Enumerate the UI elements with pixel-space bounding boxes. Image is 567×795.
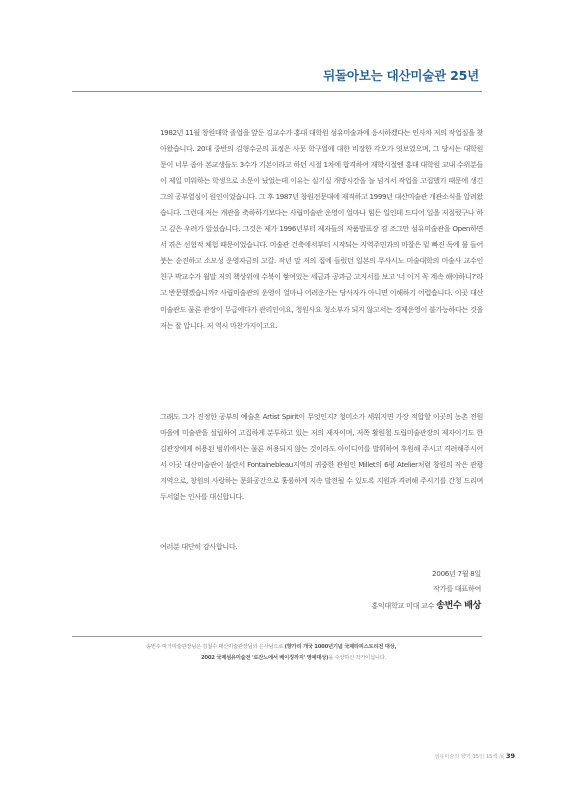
signature-affiliation: 홍익대학교 미대 교수 [371,601,435,610]
footer-title: 섬유미술의 향기 15인 15색 展 [434,754,505,760]
footnote-line2-plain: 을 수상하신 작가이십니다. [328,655,387,661]
paragraph-1: 1982년 11월 창원대학 졸업을 앞둔 김교수가 홍대 대학원 섬유미술과에 응시하겠다는 인사차 저의 작업실을 찾아왔습니다. 20대 중반의 김형수군의 표정은 사뭇 학구열에 대한 비장한 각오가 엿보였으며, 그 당시는 대학원 문이 너무 좁아 본교생들도 3수가 기본이라고 하던 시절 1차에 합격하여 재학시절엔 홍대 대학원 교내 수위분들이 제일 미워하는 학생으로 소문이 났었는데 이유는 실기실 개방시간을 늘 넘겨서 작업을 고집했기 때문에 생긴 그의 공부열심이 원인이었습니다. 그 후 1987년 창원전문대에 재직하고 1999년 대산미술관 개관소식을 알려왔습니다. 그런데 저는 개관을 축하하기보다는 사립미술관 운영이 얼마나 힘든 일인데 드디어 일을 저질렀구나 하고 깊은 우려가 앞섰습니다. 그것은 제가 1996년부터 제자들의 작품발표장 겸 조그만 섬유미술관을 Open하면서 겪은 선험적 체험 때문이었습니다. 미술관 건축에서부터 시작되는 지역주민과의 마찰은 밑 빠진 독에 물 들어 붓는 순진하고 소모성 운영자금의 고갈. 작년 말 저의 집에 들렀던 일본의 무사시노 미술대학의 미술사 교수인 친구 박교수가 월말 저의 책상위에 수북이 쌓여있는 세금과 공과금 고지서를 보고 '너 이거 꼭 계속 해야하니?'라고 반문했겠습니까? 사립미술관의 운영이 얼마나 어려운가는 당사자가 아니면 이해하기 어렵습니다. 이곳 대산미술관도 물론 관장이 무급에다가 관리인이요, 청원사요 청소부가 되지 않고서는 경제운영이 불가능하다는 것을 저는 잘 압니다. 저 역시 마찬가지이고요. [160,128,483,330]
footnote [146,642,486,664]
page-number: 39 [505,752,515,760]
footnote-line2-bold: 2002 국제섬유미술전 '로잔느에서 베이징까지' 영예대상) [201,655,329,661]
footnote-line1-plain: 송번수 마가미술관장님은 김철수 대산미술관장님의 은사님으로 [146,644,285,650]
signature-name: 송번수 배상 [436,601,481,611]
signature-name-line [371,598,481,611]
footnote-divider [72,636,482,637]
page-footer [434,752,515,760]
paragraph-3: 여러분 대단히 감사합니다. [160,542,238,551]
signature-role: 작가를 대표하여 [433,584,481,593]
footnote-line2 [146,653,486,664]
heading-divider [72,91,482,92]
paragraph-2: 그래도 그가 진정한 공부의 예술혼 Artist Spirit이 무엇인지? 청미소가 세워지면 가장 적합할 이곳의 농촌 전원마을에 미술관을 설립하여 고집하게 분투하고 있는 저의 제자이며, 저쪽 활원철 도립미술관장의 제자이기도 한 김관장에게 허용된 범위에서는 물론 허용되지 않는 것이라도 아이디어를 발휘하여 후원해 주시고 격려해주시어서 이곳 대산미술관이 불란서 Fontainebleau지역의 귀중한 관원인 Millet의 6평 Atelier처럼 창원의 작은 관광지역으로, 창원의 사랑하는 문화공간으로 훌륭하게 지속 발전될 수 있도록 지원과 격려해 주시기를 간청 드리며 두서없는 인사를 대신합니다. [160,412,483,502]
signature-date: 2006년 7월 8일 [432,569,481,578]
footnote-line1-bold: (향가리 개국 1000년기념 국제타피스트리전 대상, [284,644,397,650]
page-heading: 뒤돌아보는 대산미술관 25년 [323,68,479,83]
